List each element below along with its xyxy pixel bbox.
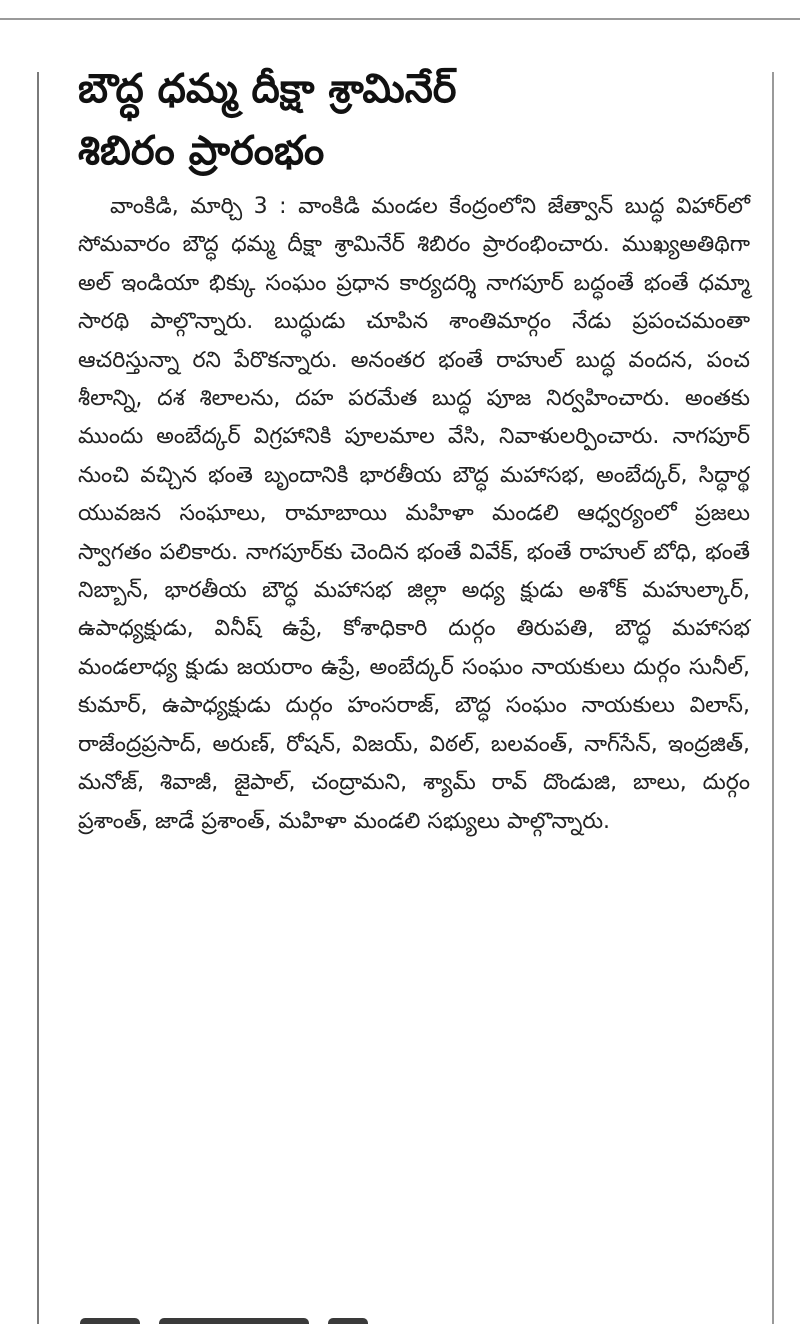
cropped-glyph-block: [80, 1318, 140, 1324]
article-body: [78, 188, 750, 841]
cropped-glyph-block: [159, 1318, 309, 1324]
article-headline: [78, 58, 750, 182]
cropped-glyph-block: [328, 1318, 368, 1324]
column-rule-left: [37, 72, 39, 1324]
column-rule-right: [772, 72, 774, 1324]
headline-line-2: శిబిరం ప్రారంభం: [78, 128, 325, 174]
top-border-rule: [0, 18, 800, 20]
next-story-cropped-headline: [80, 1308, 410, 1324]
news-article: [78, 58, 750, 841]
article-dateline: వాంకిడి, మార్చి 3 :: [110, 194, 299, 219]
headline-line-1: బౌద్ధ ధమ్మ దీక్షా శ్రామినేర్: [78, 66, 457, 112]
article-body-text: వాంకిడి మండల కేంద్రంలోని జేత్వాన్ బుద్ధ విహార్‌లో సోమవారం బౌద్ధ ధమ్మ దీక్షా శ్రామినేర్ శిబిరం ప్రారంభించారు. ముఖ్యఅతిథిగా అల్ ఇండియా భిక్కు సంఘం ప్రధాన కార్యదర్శి నాగపూర్ బద్ధంతే భంతే ధమ్మా సారథి పాల్గొన్నారు. బుద్ధుడు చూపిన శాంతిమార్గం నేడు ప్రపంచమంతా ఆచరిస్తున్నా రని పేరొకన్నారు. అనంతర భంతే రాహుల్ బుద్ధ వందన, పంచ శీలాన్ని, దశ శిలాలను, దహ పరమేత బుద్ధ పూజ నిర్వహించారు. అంతకు ముందు అంబేద్కర్ విగ్రహానికి పూలమాల వేసి, నివాళులర్పించారు. నాగపూర్ నుంచి వచ్చిన భంతె బృందానికి భారతీయ బౌద్ధ మహాసభ, అంబేద్కర్, సిద్ధార్థ యువజన సంఘాలు, రామాబాయి మహిళా మండలి ఆధ్వర్యంలో ప్రజలు స్వాగతం పలికారు. నాగపూర్‌కు చెందిన భంతే వివేక్, భంతే రాహుల్ బోధి, భంతే నిబ్బాన్, భారతీయ బౌద్ధ మహాసభ జిల్లా అధ్య క్షుడు అశోక్ మహుల్కార్, ఉపాధ్యక్షుడు, వినీష్ ఉప్రే, కోశాధికారి దుర్గం తిరుపతి, బౌద్ధ మహాసభ మండలాధ్య క్షుడు జయరాం ఉప్రే, అంబేద్కర్ సంఘం నాయకులు దుర్గం సునీల్, కుమార్, ఉపాధ్యక్షుడు దుర్గం హంసరాజ్, బౌద్ధ సంఘం నాయకులు విలాస్, రాజేంద్రప్రసాద్, అరుణ్, రోషన్, విజయ్, విఠల్, బలవంత్, నాగ్‌సేన్, ఇంద్రజిత్, మనోజ్, శివాజీ, జైపాల్, చంద్రామని, శ్యామ్ రావ్ దొండుజి, బాలు, దుర్గం ప్రశాంత్, జాడే ప్రశాంత్, మహిళా మండలి సభ్యులు పాల్గొన్నారు.: [78, 194, 750, 834]
